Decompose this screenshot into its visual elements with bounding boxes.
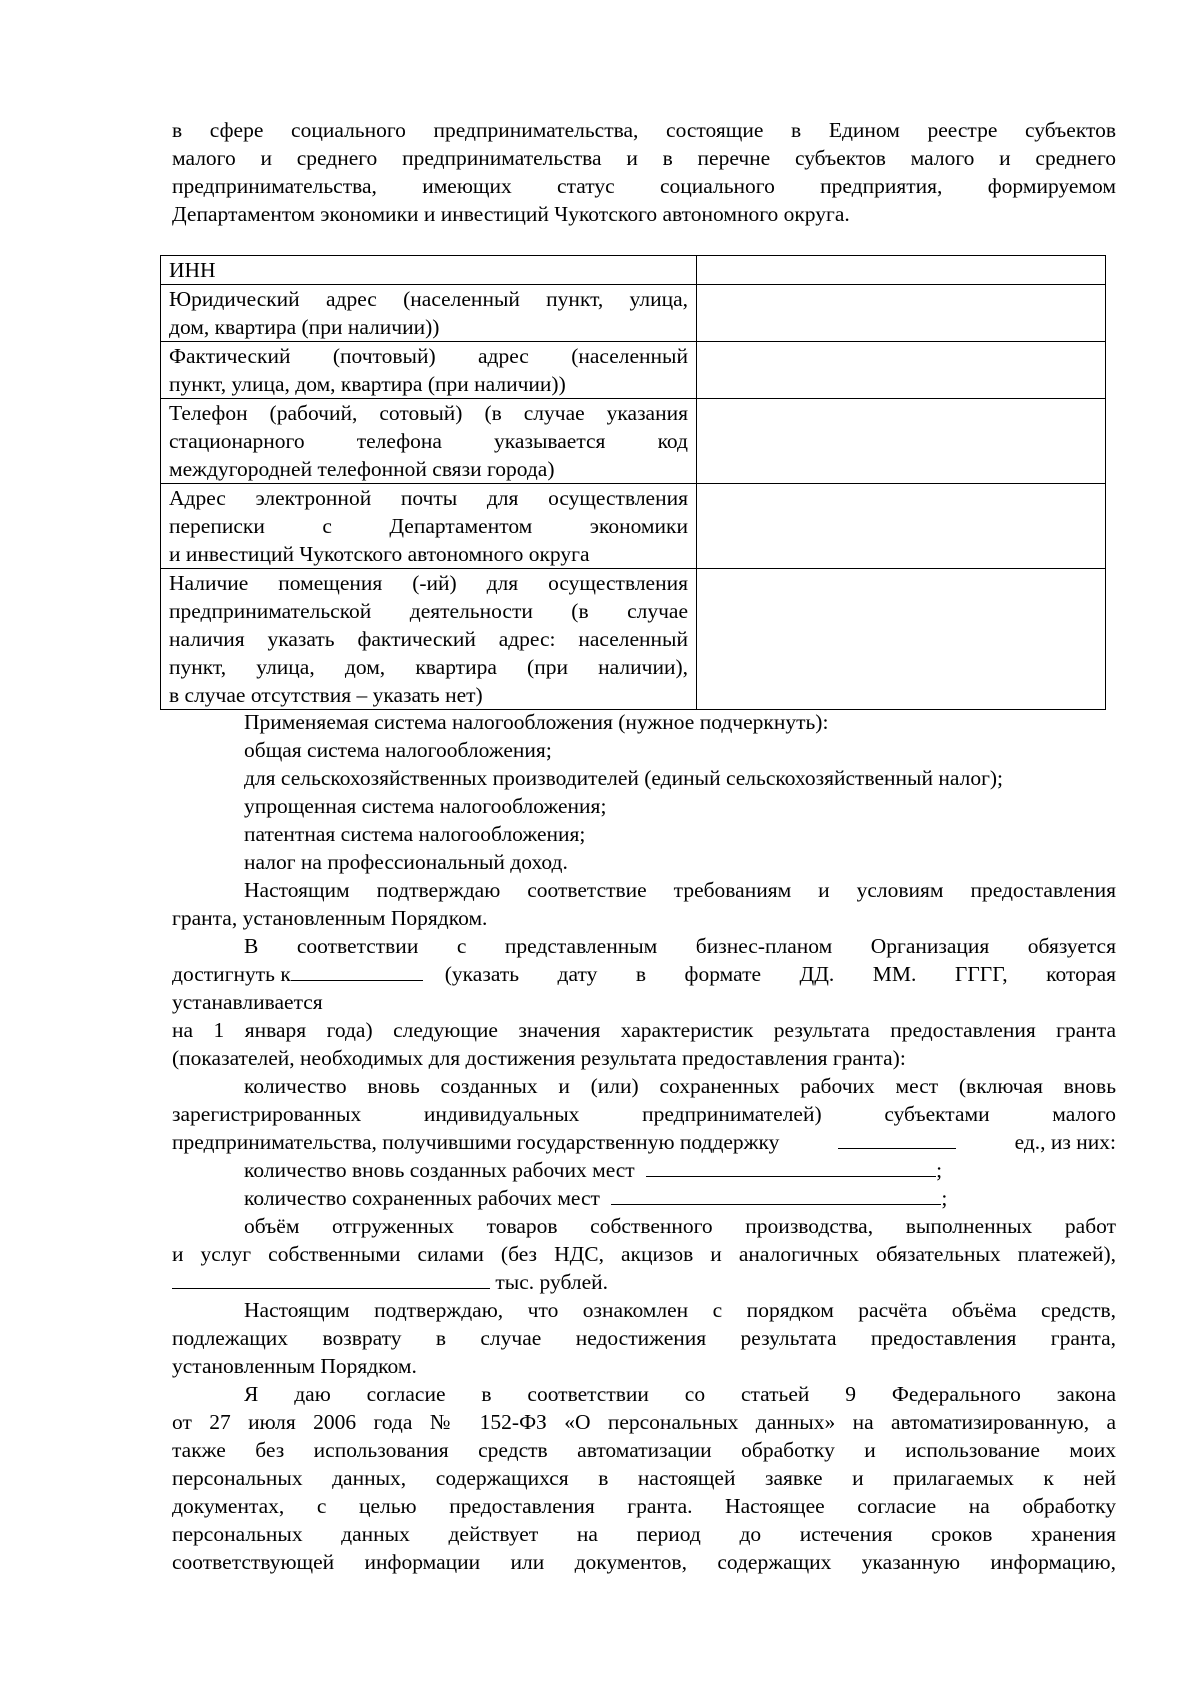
tax-option-patent[interactable]: патентная система налогообложения; xyxy=(244,822,586,846)
jobs-total-field[interactable] xyxy=(838,1128,956,1149)
intro-paragraph xyxy=(172,116,1116,228)
intro-line: Департаментом экономики и инвестиций Чукотского автономного округа. xyxy=(172,202,850,226)
date-format-hint: (указать дату в формате ДД. ММ. ГГГГ, которая xyxy=(444,962,1116,986)
row-value-phone[interactable] xyxy=(697,399,1106,484)
tax-option-simplified[interactable]: упрощенная система налогообложения; xyxy=(244,794,607,818)
volume-unit: тыс. рублей. xyxy=(495,1270,608,1294)
tax-system-section xyxy=(172,708,1116,876)
applicant-info-table xyxy=(160,255,1106,710)
table-row xyxy=(161,569,1106,710)
row-value-postal-address[interactable] xyxy=(697,342,1106,399)
tax-option-general[interactable]: общая система налогообложения; xyxy=(244,738,552,762)
jobs-saved-field[interactable] xyxy=(611,1184,941,1205)
consent-paragraph: Я даю согласие в соответствии со статьей 9 Федерального закона от 27 июля 2006 года № 152-ФЗ «О персональных данных» на автоматизированную, а также без использования средств автоматизации обработку и использование моих персональных данных, содержащихся в настоящей заявке и прилагаемых к ней документах, с целью предоставления гранта. Настоящее согласие на обработку персональных данных действует на период до истечения сроков хранения соответствующей информации или документов, содержащих указанную информацию, xyxy=(172,1382,1116,1574)
row-label-phone: Телефон (рабочий, сотовый) (в случае указания стационарного телефона указывается код междугородней телефонной связи города) xyxy=(161,399,697,484)
volume-paragraph: объём отгруженных товаров собственного производства, выполненных работ и услуг собственными силами (без НДС, акцизов и аналогичных обязательных платежей), тыс. рублей. xyxy=(172,1214,1116,1294)
jobs-created-label: количество вновь созданных рабочих мест xyxy=(244,1158,635,1182)
confirm-requirements-paragraph: Настоящим подтверждаю соответствие требованиям и условиям предоставления гранта, установленным Порядком. xyxy=(172,878,1116,930)
obligation-paragraph: В соответствии с представленным бизнес-планом Организация обязуется достигнуть к (указать дату в формате ДД. ММ. ГГГГ, которая устанавливается на 1 января года) следующие значения характеристик результата предоставления гранта (показателей, необходимых для достижения результата предоставления гранта): xyxy=(172,934,1116,1070)
row-value-email[interactable] xyxy=(697,484,1106,569)
row-label-postal-address: Фактический (почтовый) адрес (населенный пункт, улица, дом, квартира (при наличии)) xyxy=(161,342,697,399)
volume-field[interactable] xyxy=(172,1268,490,1289)
tax-option-agricultural[interactable]: для сельскохозяйственных производителей (единый сельскохозяйственный налог); xyxy=(244,766,1004,790)
table-row xyxy=(161,256,1106,285)
row-value-legal-address[interactable] xyxy=(697,285,1106,342)
jobs-paragraph: количество вновь созданных и (или) сохраненных рабочих мест (включая вновь зарегистрированных индивидуальных предпринимателей) субъектами малого предпринимательства, получившими государственную поддержку ед., из них: количество вновь созданных рабочих мест ; количество сохраненных рабочих мест ; xyxy=(172,1074,1116,1210)
body-text xyxy=(172,708,1116,1576)
row-label-legal-address: Юридический адрес (населенный пункт, улица, дом, квартира (при наличии)) xyxy=(161,285,697,342)
confirm-refund-paragraph: Настоящим подтверждаю, что ознакомлен с порядком расчёта объёма средств, подлежащих возврату в случае недостижения результата предоставления гранта, установленным Порядком. xyxy=(172,1298,1116,1378)
tax-heading: Применяемая система налогообложения (нужное подчеркнуть): xyxy=(244,710,829,734)
target-date-field[interactable] xyxy=(291,960,423,981)
row-value-inn[interactable] xyxy=(697,256,1106,285)
row-label-premises: Наличие помещения (-ий) для осуществления предпринимательской деятельности (в случае наличия указать фактический адрес: населенный пункт, улица, дом, квартира (при наличии), в случае отсутствия – указать нет) xyxy=(161,569,697,710)
row-label-email: Адрес электронной почты для осуществления переписки с Департаментом экономики и инвестиций Чукотского автономного округа xyxy=(161,484,697,569)
table-row xyxy=(161,399,1106,484)
tax-option-professional-income[interactable]: налог на профессиональный доход. xyxy=(244,850,568,874)
intro-line: предпринимательства, имеющих статус социального предприятия, формируемом xyxy=(172,174,1116,198)
table-row xyxy=(161,484,1106,569)
reach-by-label: достигнуть к xyxy=(172,962,291,986)
intro-line: малого и среднего предпринимательства и в перечне субъектов малого и среднего xyxy=(172,146,1116,170)
jobs-saved-label: количество сохраненных рабочих мест xyxy=(244,1186,600,1210)
row-value-premises[interactable] xyxy=(697,569,1106,710)
row-label-inn: ИНН xyxy=(161,256,697,285)
jobs-created-field[interactable] xyxy=(646,1156,936,1177)
table-row xyxy=(161,285,1106,342)
table-row xyxy=(161,342,1106,399)
intro-line: в сфере социального предпринимательства, состоящие в Едином реестре субъектов xyxy=(172,118,1116,142)
